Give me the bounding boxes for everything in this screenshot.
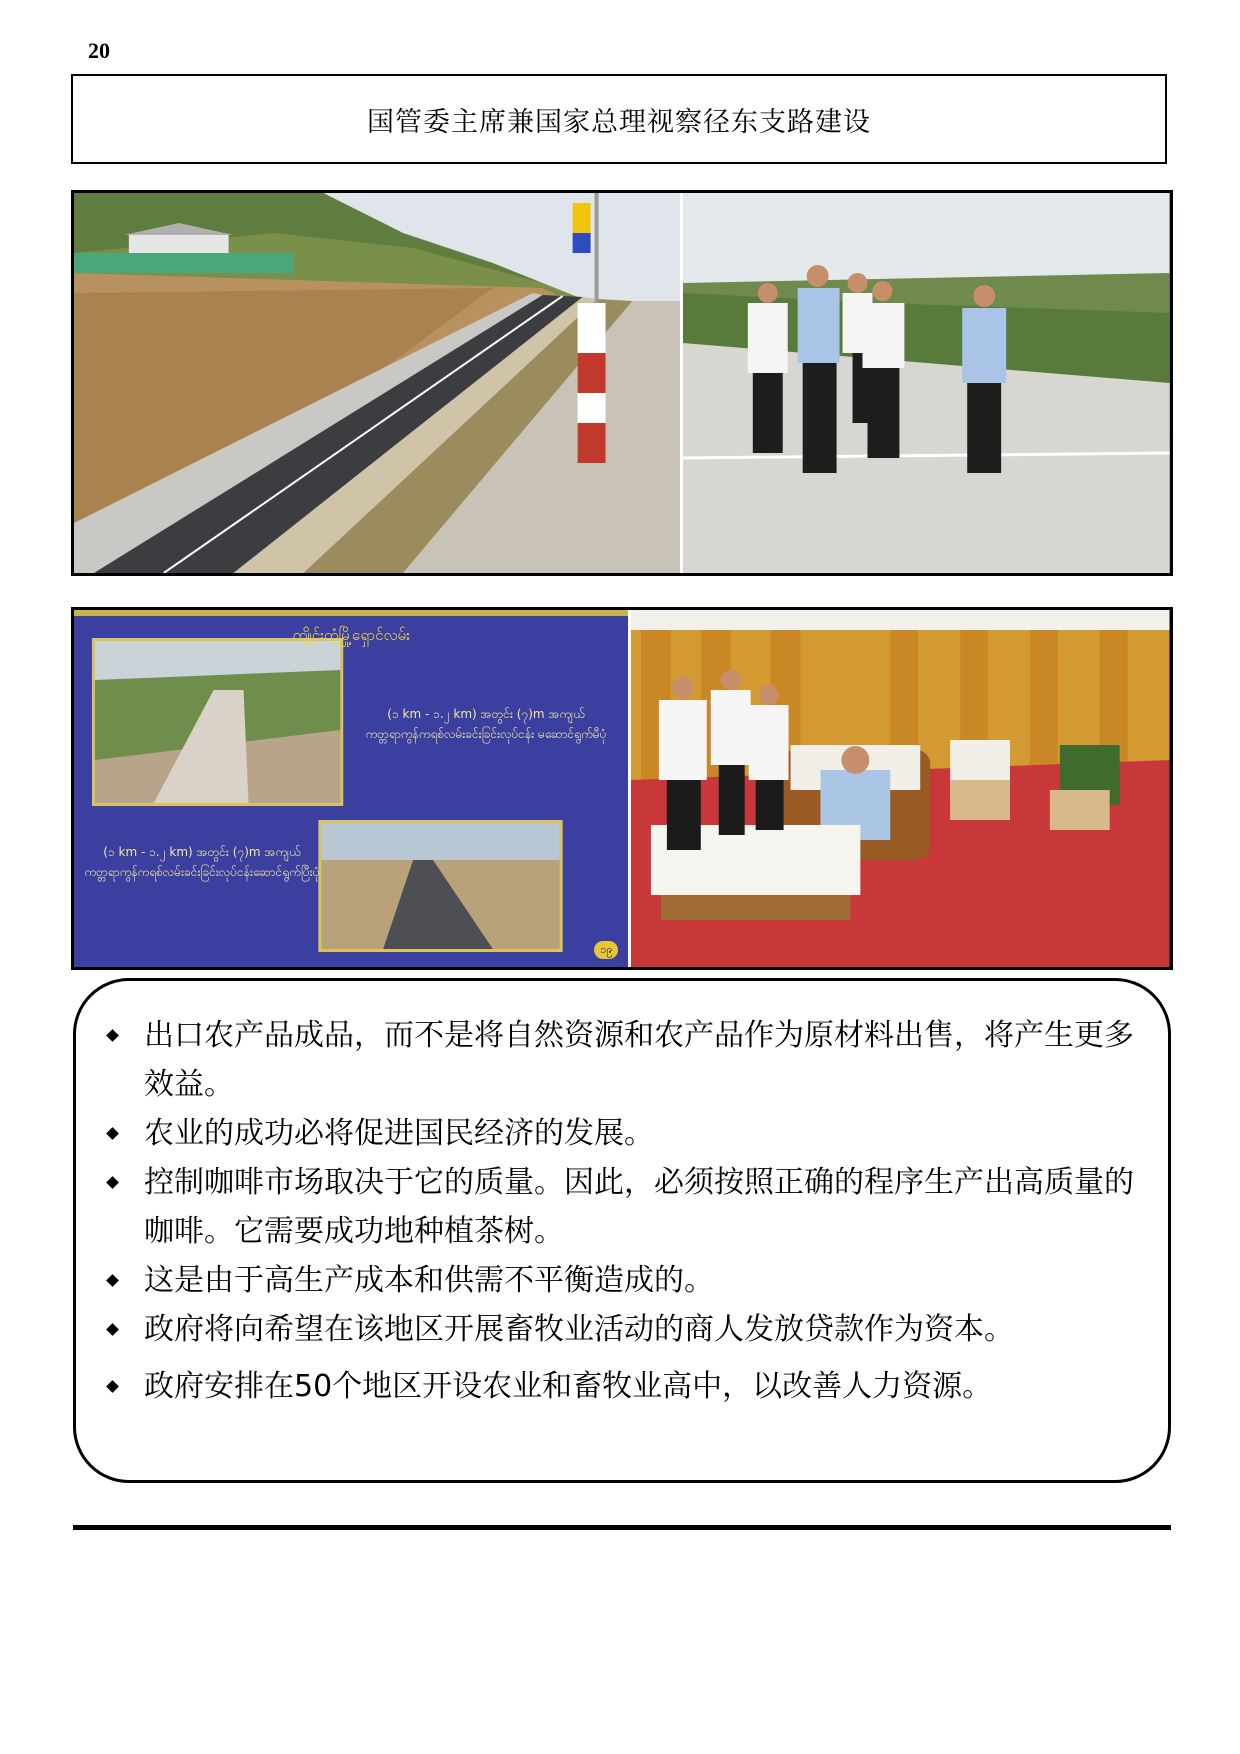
page-title: 国管委主席兼国家总理视察径东支路建设 [367, 106, 871, 138]
caption-line: ကတ္တရာကွန်ကရစ်လမ်းခင်းခြင်းလုပ်ငန်းဆောင်ရွက်ပြီးပုံ [84, 865, 320, 879]
photo-row-top [71, 190, 1173, 576]
bullet-item [106, 1109, 1134, 1158]
photo-row-bottom [71, 607, 1173, 970]
slide-page-number: ၁၉ [594, 941, 618, 959]
bullet-text: 政府安排在50个地区开设农业和畜牧业高中，以改善人力资源。 [144, 1369, 993, 1404]
bullet-item [106, 1362, 1134, 1411]
diamond-bullet-icon [106, 1029, 119, 1042]
road-presentation-slide [74, 610, 631, 967]
bullet-item [106, 1256, 1134, 1305]
diamond-bullet-icon [106, 1380, 119, 1393]
bullet-text: 农业的成功必将促进国民经济的发展。 [144, 1116, 654, 1151]
page-number: 20 [88, 38, 110, 63]
slide-heading: ကျိုင်းတုံမြို့ရှောင်လမ်း [292, 626, 410, 644]
diamond-bullet-icon [106, 1176, 119, 1189]
diamond-bullet-icon [106, 1323, 119, 1336]
slide-caption-after [82, 842, 322, 882]
officials-inspection-photo [683, 193, 1170, 573]
caption-line: (၁ km - ၁.၂ km) အတွင်း (၇)m အကျယ် [387, 707, 585, 721]
bullet-item [106, 1011, 1134, 1109]
bullet-points-box [73, 978, 1171, 1483]
road-photo [74, 193, 683, 573]
meeting-hall-photo [631, 610, 1170, 967]
bullet-text: 政府将向希望在该地区开展畜牧业活动的商人发放贷款作为资本。 [144, 1312, 1014, 1347]
caption-line: (၁ km - ၁.၂ km) အတွင်း (၇)m အကျယ် [103, 845, 301, 859]
bottom-rule [73, 1525, 1171, 1530]
diamond-bullet-icon [106, 1274, 119, 1287]
bullet-text: 出口农产品成品，而不是将自然资源和农产品作为原材料出售，将产生更多效益。 [144, 1018, 1134, 1102]
diamond-bullet-icon [106, 1127, 119, 1140]
bullet-item [106, 1158, 1134, 1256]
title-box [71, 74, 1167, 164]
slide-caption-before [346, 704, 626, 744]
bullet-text: 这是由于高生产成本和供需不平衡造成的。 [144, 1263, 714, 1298]
bullet-text: 控制咖啡市场取决于它的质量。因此，必须按照正确的程序生产出高质量的咖啡。它需要成功地种植茶树。 [144, 1165, 1134, 1249]
caption-line: ကတ္တရာကွန်ကရစ်လမ်းခင်းခြင်းလုပ်ငန်း မဆောင်ရွက်မီပုံ [365, 727, 607, 741]
bullet-item [106, 1305, 1134, 1354]
bullet-list [106, 1011, 1134, 1411]
